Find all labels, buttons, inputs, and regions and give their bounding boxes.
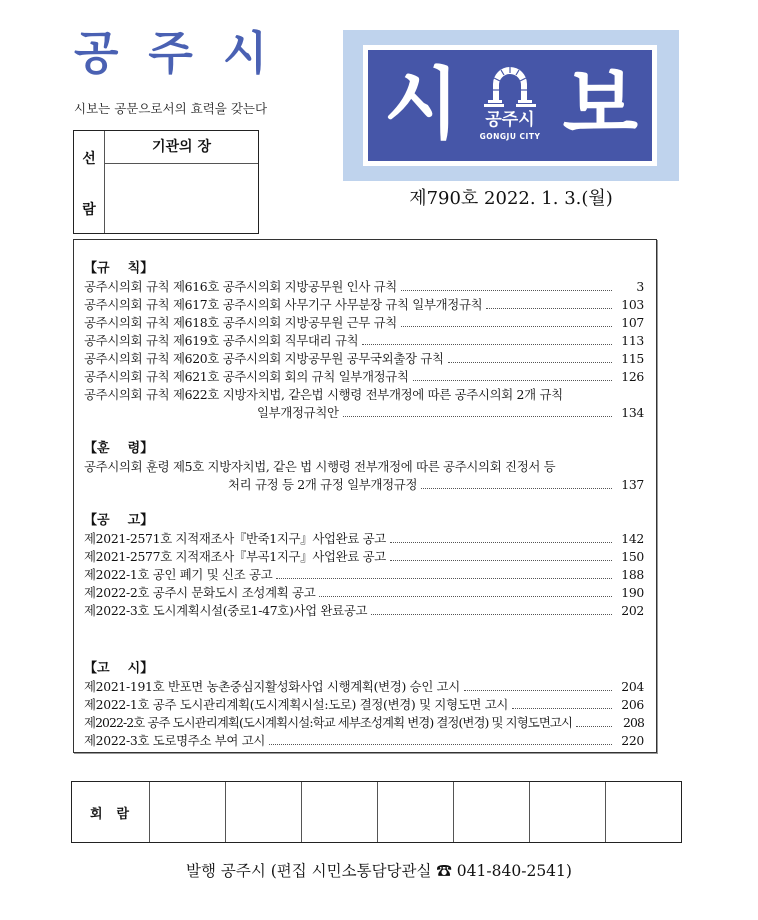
circulation-sign-cell[interactable] [529, 782, 605, 842]
review-side [74, 131, 105, 233]
toc-entry[interactable]: 제2022-3호 도로명주소 부여 고시 220 [84, 733, 644, 748]
page-number: 3 [636, 279, 644, 294]
page-number: 113 [621, 333, 644, 348]
circulation-sign-cell[interactable] [225, 782, 301, 842]
toc-entry[interactable]: 제2022-3호 도시계획시설(중로1-47호)사업 완료공고 202 [84, 603, 644, 618]
page-number: 208 [623, 715, 644, 730]
toc-entry-first-line[interactable]: 공주시의회 규칙 제622호 지방자치법, 같은법 시행령 전부개정에 따른 공주시의회 2개 규칙 [84, 387, 563, 402]
logo-city-name: 공주시 [485, 110, 535, 130]
page-number: 202 [621, 603, 644, 618]
toc-entry-continuation[interactable]: 일부개정규칙안 134 [257, 405, 644, 420]
dot-leader [276, 578, 612, 579]
circulation-sign-cell[interactable] [149, 782, 225, 842]
logo-city-english: GONGJU CITY [479, 132, 541, 141]
toc-entry[interactable]: 공주시의회 규칙 제620호 공주시의회 지방공무원 공무국외출장 규칙 115 [84, 351, 644, 366]
dot-leader [362, 344, 612, 345]
page-number: 206 [621, 697, 644, 712]
page-number: 204 [621, 679, 644, 694]
review-box [73, 130, 259, 234]
dot-leader [464, 690, 612, 691]
dot-leader [343, 416, 612, 417]
table-of-contents [73, 239, 657, 753]
banner-frame [363, 45, 657, 166]
toc-entry-continuation[interactable]: 처리 규정 등 2개 규정 일부개정규정 137 [228, 477, 644, 492]
page-number: 134 [621, 405, 644, 420]
toc-entry[interactable]: 제2022-2호 공주 도시관리계획(도시계획시설:학교 세부조성계획 변경) 결정(변경) 및 지형도면고시 208 [84, 715, 644, 730]
page-number: 190 [621, 585, 644, 600]
circulation-sign-cell[interactable] [301, 782, 377, 842]
section-heading: 【규 칙】 [84, 261, 154, 276]
review-side-label-top: 선 [82, 151, 96, 167]
section-heading: 【고 시】 [84, 661, 154, 676]
circulation-sign-cell[interactable] [453, 782, 529, 842]
toc-entry[interactable]: 공주시의회 규칙 제617호 공주시의회 사무기구 사무분장 규칙 일부개정규칙 103 [84, 297, 644, 312]
section-heading: 【공 고】 [84, 513, 154, 528]
page-number: 107 [621, 315, 644, 330]
stone-arch-gate-icon [479, 62, 541, 110]
dot-leader [371, 614, 612, 615]
section-heading: 【훈 령】 [84, 441, 154, 456]
section-directives [84, 440, 644, 494]
dot-leader [576, 726, 612, 727]
toc-entry[interactable]: 제2021-2571호 지적재조사『반죽1지구』사업완료 공고 142 [84, 531, 644, 546]
toc-entry[interactable]: 제2022-1호 공주 도시관리계획(도시계획시설:도로) 결정(변경) 및 지형도면 고시 206 [84, 697, 644, 712]
toc-entry[interactable]: 제2022-1호 공인 폐기 및 신조 공고 188 [84, 567, 644, 582]
toc-entry[interactable]: 공주시의회 규칙 제621호 공주시의회 회의 규칙 일부개정규칙 126 [84, 369, 644, 384]
page-number: 150 [621, 549, 644, 564]
banner-panel [368, 50, 652, 161]
page-number: 103 [621, 297, 644, 312]
gongju-city-logo [479, 62, 541, 154]
review-column-header: 기관의 장 [105, 131, 258, 164]
dot-leader [448, 362, 612, 363]
page-number: 188 [621, 567, 644, 582]
circulation-sign-cell[interactable] [605, 782, 681, 842]
banner-left-char: 시 [384, 60, 460, 150]
dot-leader [401, 290, 612, 291]
circulation-sign-cell[interactable] [377, 782, 453, 842]
city-title: 공주시 [74, 26, 298, 80]
circulation-label: 회람 [89, 806, 144, 822]
page-number: 137 [621, 477, 644, 492]
toc-entry-first-line[interactable]: 공주시의회 훈령 제5호 지방자치법, 같은 법 시행령 전부개정에 따른 공주시의회 진정서 등 [84, 459, 556, 474]
page-number: 142 [621, 531, 644, 546]
review-side-label-bottom: 람 [82, 202, 96, 218]
dot-leader [269, 744, 612, 745]
dot-leader [413, 380, 612, 381]
dot-leader [486, 308, 612, 309]
circulation-table [71, 781, 682, 843]
page-number: 220 [621, 733, 644, 748]
section-notices [84, 660, 644, 750]
issue-number-date: 제790호 2022. 1. 3.(월) [409, 188, 613, 209]
section-rules [84, 260, 644, 422]
tagline: 시보는 공문으로서의 효력을 갖는다 [74, 101, 268, 116]
toc-entry[interactable]: 공주시의회 규칙 제616호 공주시의회 지방공무원 인사 규칙 3 [84, 279, 644, 294]
gazette-banner [343, 30, 679, 181]
section-announcements [84, 512, 644, 620]
page-number: 126 [621, 369, 644, 384]
publisher-footer: 발행 공주시 (편집 시민소통담당관실 ☎ 041-840-2541) [186, 862, 572, 880]
banner-right-char: 보 [562, 60, 638, 150]
toc-entry[interactable]: 제2022-2호 공주시 문화도시 조성계획 공고 190 [84, 585, 644, 600]
toc-entry[interactable]: 공주시의회 규칙 제618호 공주시의회 지방공무원 근무 규칙 107 [84, 315, 644, 330]
dot-leader [319, 596, 612, 597]
toc-entry[interactable]: 제2021-191호 반포면 농촌중심지활성화사업 시행계획(변경) 승인 고시 204 [84, 679, 644, 694]
dot-leader [390, 542, 612, 543]
dot-leader [512, 708, 612, 709]
dot-leader [421, 488, 612, 489]
dot-leader [401, 326, 612, 327]
toc-entry[interactable]: 공주시의회 규칙 제619호 공주시의회 직무대리 규칙 113 [84, 333, 644, 348]
toc-entry[interactable]: 제2021-2577호 지적재조사『부곡1지구』사업완료 공고 150 [84, 549, 644, 564]
page-number: 115 [621, 351, 644, 366]
dot-leader [390, 560, 612, 561]
